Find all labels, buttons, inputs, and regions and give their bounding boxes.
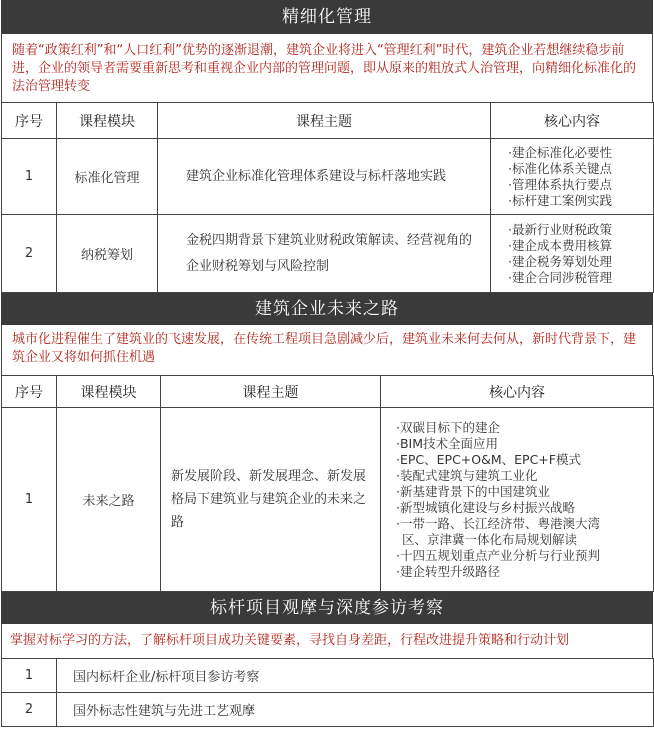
table-row [2, 693, 654, 727]
section3-title: 标杆项目观摩与深度参访考察 [1, 592, 653, 624]
point-item: ·双碳目标下的建企 [396, 419, 500, 435]
table-row [2, 659, 654, 693]
row-points [491, 215, 654, 293]
row-module: 未来之路 [57, 408, 161, 592]
table-header-row [2, 103, 654, 139]
row-module: 标准化管理 [57, 139, 158, 215]
row-index: 2 [2, 693, 57, 727]
row-index: 1 [2, 408, 57, 592]
section1-intro: 随着“政策红利”和“人口红利”优势的逐渐退潮，建筑企业将进入“管理红利”时代，建筑企业若想继续稳步前进，企业的领导者需要重新思考和重视企业内部的管理问题，即从原来的粗放式人治管理，向精细化标准化的法治管理转变 [1, 34, 653, 102]
point-item: ·BIM技术全面应用 [396, 435, 499, 451]
section3-table [1, 658, 654, 727]
header-index: 序号 [2, 103, 57, 139]
row-text: 国内标杆企业/标杆项目参访考察 [57, 659, 654, 693]
header-content: 核心内容 [381, 376, 654, 408]
table-header-row [2, 376, 654, 408]
header-content: 核心内容 [491, 103, 654, 139]
section3-intro: 掌握对标学习的方法，了解标杆项目成功关键要素，寻找自身差距，行程改进提升策略和行动计划 [1, 624, 653, 658]
point-item: ·标准化体系关键点 [508, 160, 612, 176]
header-index: 序号 [2, 376, 57, 408]
row-text: 国外标志性建筑与先进工艺观摩 [57, 693, 654, 727]
point-item: ·建企税务筹划处理 [508, 253, 612, 269]
point-item: ·一带一路、长江经济带、粤港澳大湾 [396, 515, 600, 531]
row-points [491, 139, 654, 215]
section2-table [1, 375, 654, 592]
row-points [381, 408, 654, 592]
point-item: ·标杆建工案例实践 [508, 192, 612, 208]
point-item: ·建企转型升级路径 [396, 563, 500, 579]
row-index: 2 [2, 215, 57, 293]
table-row [2, 408, 654, 592]
row-topic: 建筑企业标准化管理体系建设与标杆落地实践 [158, 139, 491, 215]
point-item: ·十四五规划重点产业分析与行业预判 [396, 547, 600, 563]
row-topic: 新发展阶段、新发展理念、新发展格局下建筑业与建筑企业的未来之路 [161, 408, 381, 592]
table-row [2, 139, 654, 215]
point-item: ·装配式建筑与建筑工业化 [396, 467, 538, 483]
row-topic: 金税四期背景下建筑业财税政策解读、经营视角的企业财税筹划与风险控制 [158, 215, 491, 293]
header-module: 课程模块 [57, 103, 158, 139]
point-item: ·新基建背景下的中国建筑业 [396, 483, 550, 499]
section1-table [1, 102, 654, 293]
point-item: ·新型城镇化建设与乡村振兴战略 [396, 499, 575, 515]
point-item-continued: 区、京津冀一体化布局规划解读 [402, 531, 578, 547]
table-row [2, 215, 654, 293]
course-outline [1, 0, 653, 727]
point-item: ·建企合同涉税管理 [508, 269, 612, 285]
row-index: 1 [2, 659, 57, 693]
row-index: 1 [2, 139, 57, 215]
point-item: ·建企成本费用核算 [508, 237, 612, 253]
point-item: ·建企标准化必要性 [508, 144, 612, 160]
header-topic: 课程主题 [158, 103, 491, 139]
point-item: ·最新行业财税政策 [508, 221, 612, 237]
point-item: ·管理体系执行要点 [508, 176, 612, 192]
section2-intro: 城市化进程催生了建筑业的飞速发展，在传统工程项目急剧减少后，建筑业未来何去何从，新时代背景下，建筑企业又将如何抓住机遇 [1, 325, 653, 375]
header-topic: 课程主题 [161, 376, 381, 408]
row-module: 纳税筹划 [57, 215, 158, 293]
header-module: 课程模块 [57, 376, 161, 408]
section2-title: 建筑企业未来之路 [1, 293, 653, 325]
point-item: ·EPC、EPC+O&M、EPC+F模式 [396, 451, 581, 467]
section1-title: 精细化管理 [1, 0, 653, 34]
